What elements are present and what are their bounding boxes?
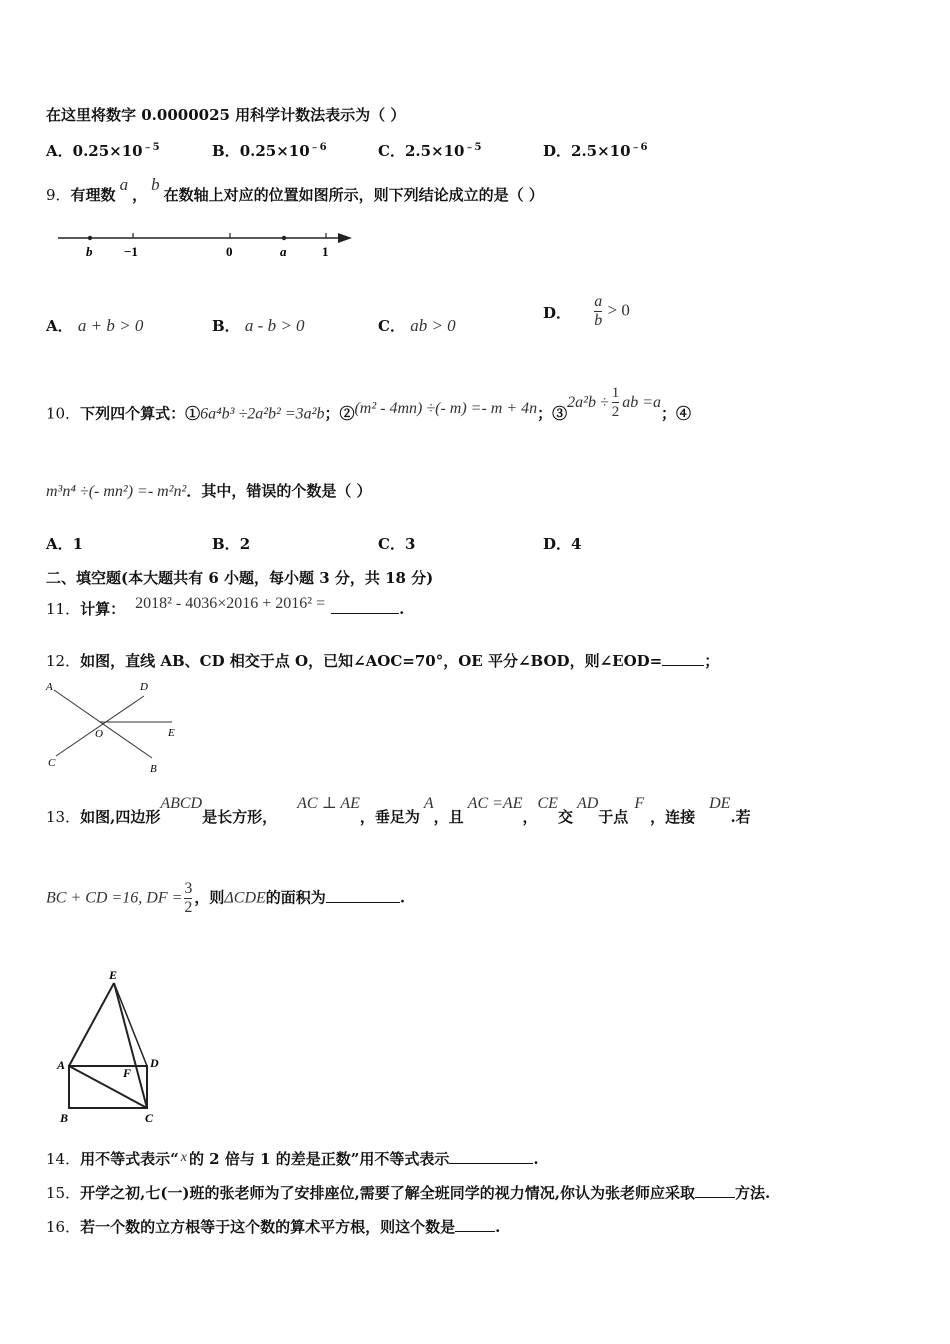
- q12-answer-blank[interactable]: [662, 665, 704, 666]
- axis-label-one: 1: [322, 244, 329, 259]
- q9-option-a[interactable]: A． a + b > 0: [46, 316, 144, 335]
- q10-option-d[interactable]: D．4: [543, 535, 582, 553]
- q13-stem-line2: BC + CD =16, DF = $\frac{3}{2}$ ，则ΔCDE的面积为 .: [46, 880, 406, 916]
- number-line-arrow-icon: [338, 233, 352, 243]
- q10-stem-line1: 10．下列四个算式：①6a⁴b³ ÷2a²b² =3a²b；②(m² - 4mn) ÷(- m) =- m + 4n；③2a²b ÷ $\frac{1}{2}$ ab =a；④: [46, 385, 692, 423]
- q12-intersecting-lines-figure: [44, 676, 184, 776]
- q13-stem-line1: 13．如图,四边形ABCD是长方形，AC ⊥ AE，垂足为A，且AC =AE，CE交AD于点F，连接DE.若: [46, 795, 751, 826]
- fig13-label-e: E: [109, 968, 118, 982]
- fig12-label-a: A: [46, 681, 53, 693]
- axis-label-zero: 0: [226, 244, 233, 259]
- q13-rectangle-figure: [55, 965, 165, 1127]
- q8-option-a[interactable]: A．$0.25\times 10^{﹣5}$: [46, 142, 160, 160]
- q10-half-fraction: $\frac{1}{2}$: [611, 385, 620, 420]
- q13-answer-blank[interactable]: [326, 902, 400, 903]
- q9-option-c[interactable]: C． ab > 0: [378, 316, 456, 335]
- axis-label-minus-one: −1: [124, 244, 138, 259]
- line-cd: [56, 696, 144, 756]
- q14-stem: 14．用不等式表示“ x 的 2 倍与 1 的差是正数”用不等式表示 .: [46, 1150, 539, 1168]
- point-a-marker: [282, 236, 286, 240]
- q8-stem: 在这里将数字 0.0000025 用科学计数法表示为（ ）: [46, 106, 406, 124]
- q9-d-fraction: $\frac{a}{b}$: [594, 293, 603, 329]
- fig12-label-e: E: [168, 727, 175, 739]
- fig13-label-d: D: [150, 1056, 159, 1070]
- q10-option-b[interactable]: B．2: [212, 535, 251, 553]
- q15-stem: 15．开学之初,七(一)班的张老师为了安排座位,需要了解全班同学的视力情况,你认为张老师应采取 方法.: [46, 1184, 771, 1202]
- segment-ed: [114, 983, 147, 1066]
- fig13-label-c: C: [145, 1111, 154, 1125]
- axis-label-a: a: [280, 244, 287, 259]
- q12-stem: 12．如图，直线 AB、CD 相交于点 O，已知∠AOC=70°，OE 平分∠BOD，则∠EOD= ；: [46, 652, 720, 670]
- fig12-label-d: D: [140, 681, 148, 693]
- segment-ec: [114, 983, 147, 1108]
- q16-answer-blank[interactable]: [455, 1231, 495, 1232]
- q16-stem: 16．若一个数的立方根等于这个数的算术平方根，则这个数是 .: [46, 1218, 501, 1236]
- q11-stem: 11．计算： 2018² - 4036×2016 + 2016² = .: [46, 595, 405, 618]
- axis-label-b: b: [86, 244, 93, 259]
- q8-option-b[interactable]: B．$0.25\times 10^{﹣6}$: [212, 142, 327, 160]
- q13-fraction: $\frac{3}{2}$: [184, 880, 193, 916]
- number-line-figure: [50, 224, 360, 264]
- fig13-label-f: F: [123, 1066, 132, 1080]
- q10-option-a[interactable]: A．1: [46, 535, 84, 553]
- fig13-label-a: A: [57, 1058, 66, 1072]
- q9-stem: 9．有理数a，b在数轴上对应的位置如图所示，则下列结论成立的是（ ）: [46, 175, 544, 204]
- fig13-label-b: B: [60, 1111, 69, 1125]
- q9-option-b[interactable]: B． a - b > 0: [212, 316, 305, 335]
- section-2-heading: 二、填空题(本大题共有 6 小题，每小题 3 分，共 18 分): [46, 569, 434, 587]
- q15-answer-blank[interactable]: [695, 1197, 735, 1198]
- segment-ac: [69, 1066, 147, 1108]
- fig12-label-b: B: [150, 763, 157, 775]
- q10-option-c[interactable]: C．3: [378, 535, 416, 553]
- segment-ae: [69, 983, 114, 1066]
- q14-answer-blank[interactable]: [449, 1163, 533, 1164]
- q8-option-c[interactable]: C．$2.5\times 10^{﹣5}$: [378, 142, 482, 160]
- q9-option-d[interactable]: D． $\frac{a}{b}$ > 0: [543, 293, 630, 329]
- fig12-label-c: C: [48, 757, 56, 769]
- q11-answer-blank[interactable]: [331, 613, 399, 614]
- fig12-label-o: O: [95, 728, 103, 740]
- point-b-marker: [88, 236, 92, 240]
- q10-stem-line2: m³n⁴ ÷(- mn²) =- m²n²．其中，错误的个数是（ ）: [46, 482, 372, 500]
- q8-option-d[interactable]: D．$2.5\times 10^{﹣6}$: [543, 142, 648, 160]
